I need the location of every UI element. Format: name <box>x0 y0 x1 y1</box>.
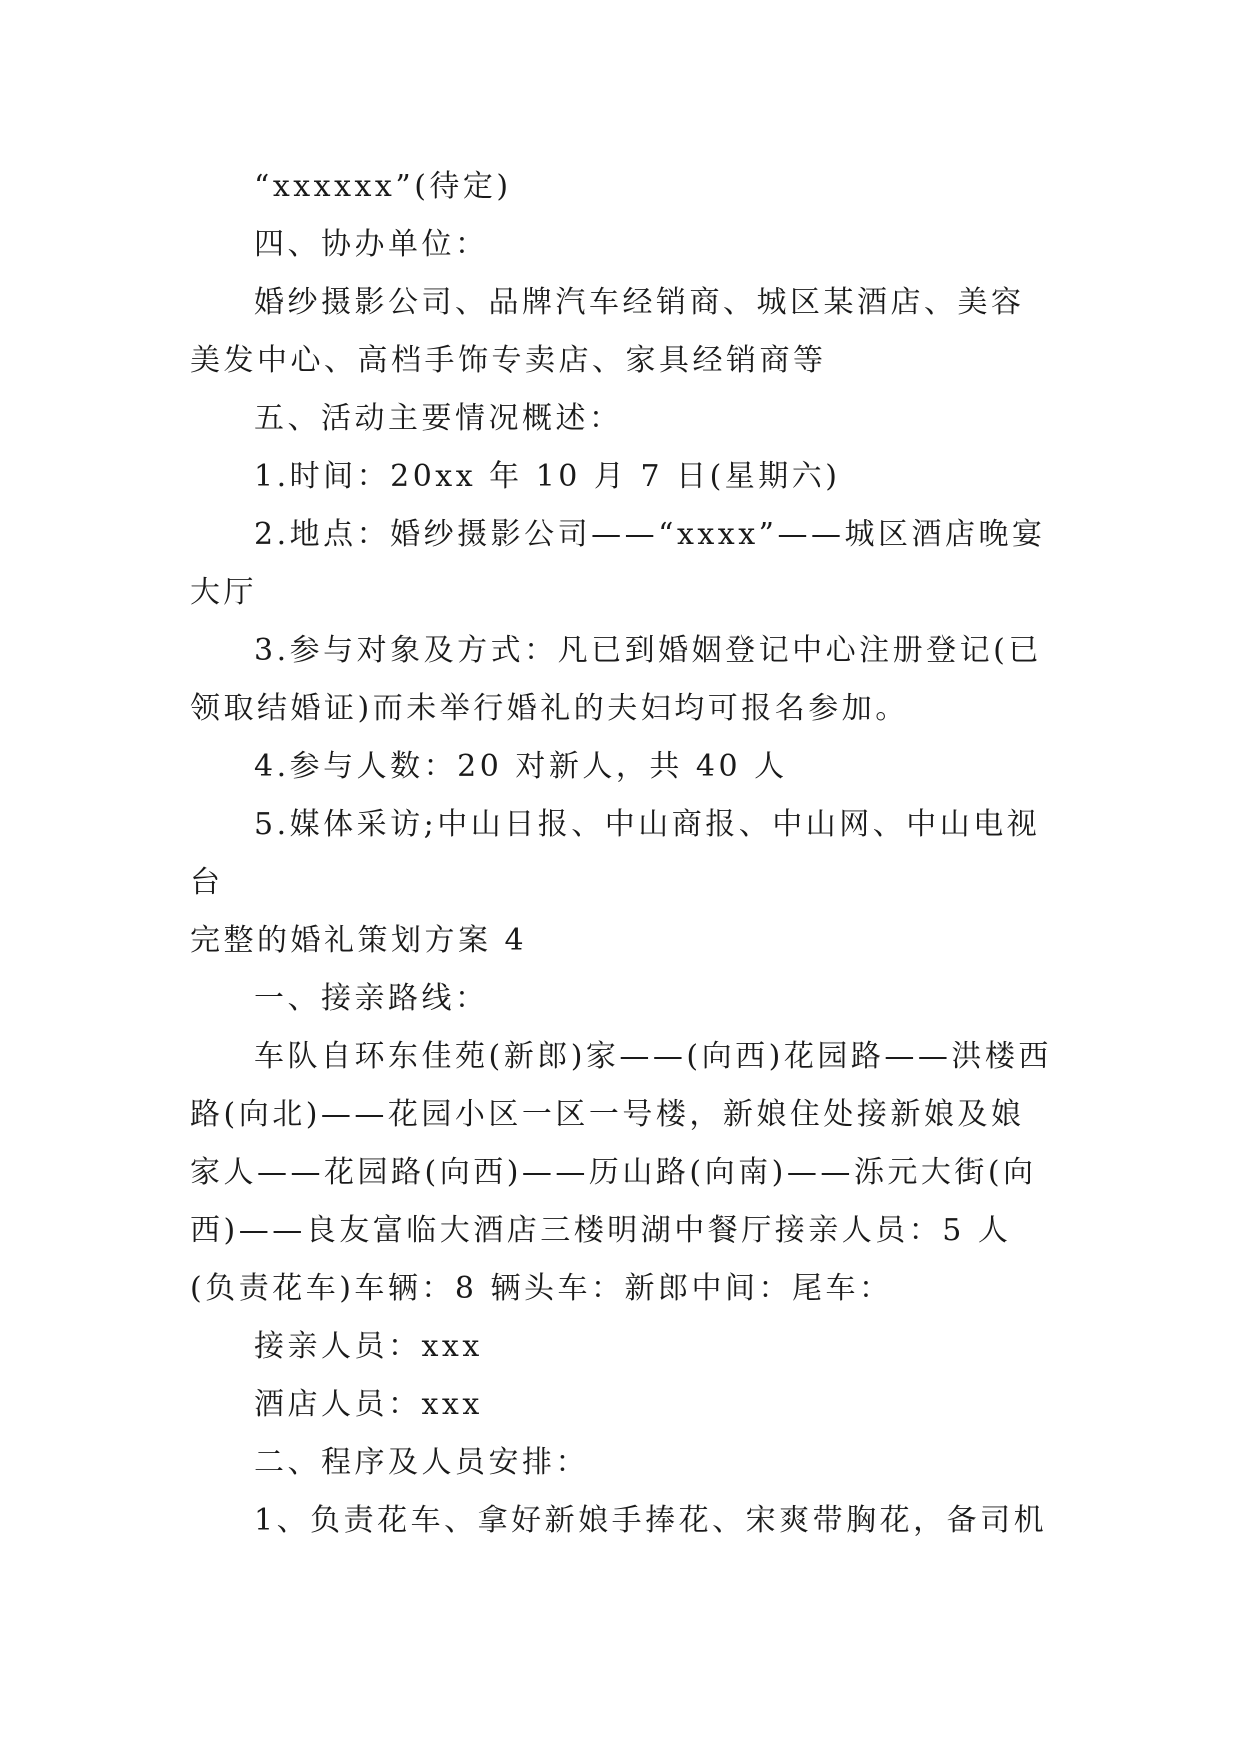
paragraph-organizer-name: “xxxxxx”(待定) <box>254 169 512 204</box>
paragraph-pickup-staff: 接亲人员：xxx <box>254 1329 483 1364</box>
paragraph-media: 5.媒体采访;中山日报、中山商报、中山网、中山电视台 <box>190 807 1041 900</box>
paragraph-program-item-1: 1、负责花车、拿好新娘手捧花、宋爽带胸花，备司机 <box>254 1503 1048 1538</box>
paragraph-program-heading: 二、程序及人员安排： <box>254 1445 589 1480</box>
paragraph-participant-count: 4.参与人数：20 对新人，共 40 人 <box>254 749 788 784</box>
paragraph-co-organizers-heading: 四、协办单位： <box>254 227 489 262</box>
paragraph-location: 2.地点：婚纱摄影公司——“xxxx”——城区酒店晚宴大厅 <box>190 517 1046 610</box>
section-title: 完整的婚礼策划方案 4 <box>190 923 528 958</box>
paragraph-time: 1.时间：20xx 年 10 月 7 日(星期六) <box>254 459 841 494</box>
paragraph-co-organizers-list: 婚纱摄影公司、品牌汽车经销商、城区某酒店、美容美发中心、高档手饰专卖店、家具经销商等 <box>190 285 1025 378</box>
paragraph-route-heading: 一、接亲路线： <box>254 981 489 1016</box>
document-body <box>190 158 1052 1550</box>
paragraph-route-description: 车队自环东佳苑(新郎)家——(向西)花园路——洪楼西路(向北)——花园小区一区一号楼，新娘住处接新娘及娘家人——花园路(向西)——历山路(向南)——泺元大街(向西)——良友富临大酒店三楼明湖中餐厅接亲人员：5 人(负责花车)车辆：8 辆头车：新郎中间：尾车： <box>190 1039 1052 1306</box>
paragraph-overview-heading: 五、活动主要情况概述： <box>254 401 623 436</box>
paragraph-participants: 3.参与对象及方式：凡已到婚姻登记中心注册登记(已领取结婚证)而未举行婚礼的夫妇均可报名参加。 <box>190 633 1042 726</box>
paragraph-hotel-staff: 酒店人员：xxx <box>254 1387 483 1422</box>
